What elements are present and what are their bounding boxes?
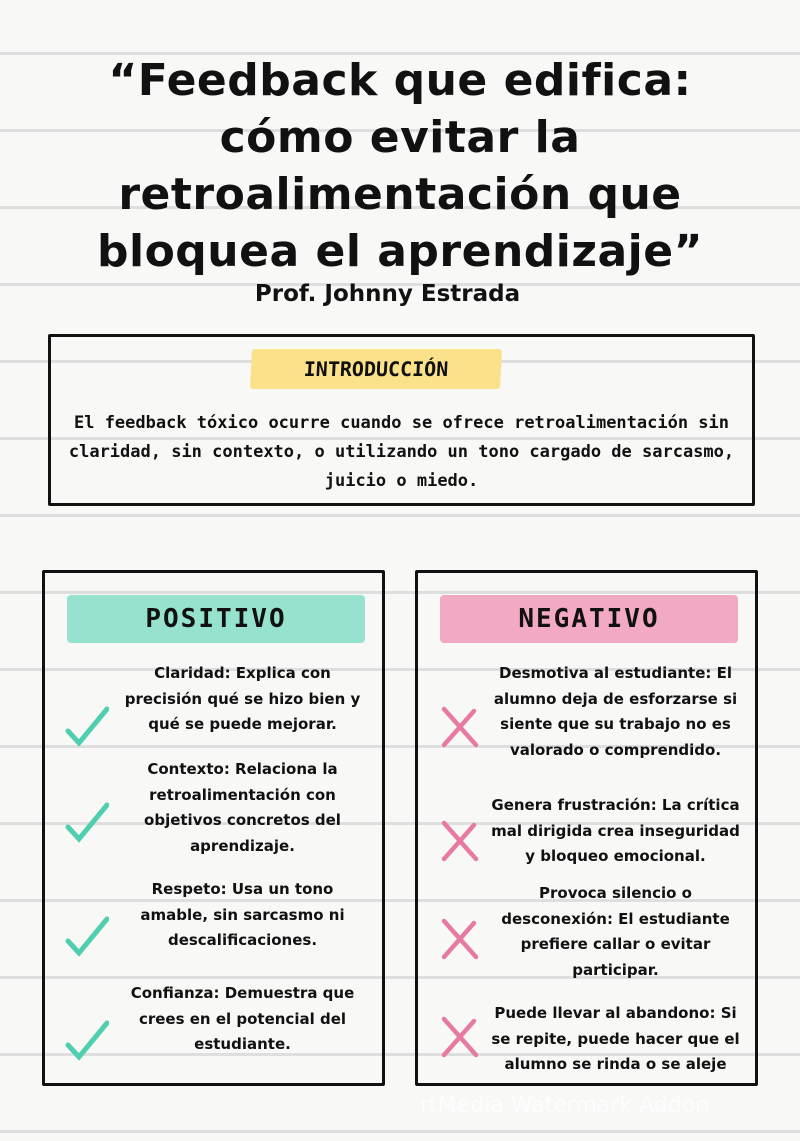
positive-heading: POSITIVO [67,595,365,643]
negative-heading: NEGATIVO [440,595,738,643]
positive-section [42,570,385,1086]
check-icon [65,1017,109,1061]
negative-item-text: Genera frustración: La crítica mal dirigida crea inseguridad y bloqueo emocional. [491,796,740,865]
intro-heading: INTRODUCCIÓN [250,349,502,389]
watermark: rtMedia Watermark Addon [420,1093,710,1118]
page-title: “Feedback que edifica: cómo evitar la retroalimentación que bloquea el aprendizaje” [97,55,703,277]
negative-section [415,570,758,1086]
positive-item-text: Claridad: Explica con precisión qué se hizo bien y qué se puede mejorar. [124,664,361,733]
positive-item-text: Respeto: Usa un tono amable, sin sarcasmo ni descalificaciones. [140,880,345,949]
cross-icon [438,1015,482,1059]
negative-item-text: Provoca silencio o desconexión: El estudiante prefiere callar o evitar participar. [501,884,730,979]
cross-icon [438,819,482,863]
positive-item-text: Contexto: Relaciona la retroalimentación con objetivos concretos del aprendizaje. [144,760,341,855]
negative-item-text: Desmotiva al estudiante: El alumno deja de esforzarse si siente que su trabajo no es valorado o comprendido. [493,664,738,759]
positive-item-text: Confianza: Demuestra que crees en el potencial del estudiante. [130,984,355,1053]
check-icon [65,913,109,957]
intro-text: El feedback tóxico ocurre cuando se ofrece retroalimentación sin claridad, sin contexto, o utilizando un tono cargado de sarcasmo, juicio o miedo. [68,413,735,491]
intro-section [48,334,755,506]
author: Prof. Johnny Estrada [254,281,521,307]
negative-item-text: Puede llevar al abandono: Si se repite, puede hacer que el alumno se rinda o se aleje [491,1004,740,1073]
cross-icon [438,705,482,749]
cross-icon [438,917,482,961]
check-icon [65,799,109,843]
check-icon [65,703,109,747]
